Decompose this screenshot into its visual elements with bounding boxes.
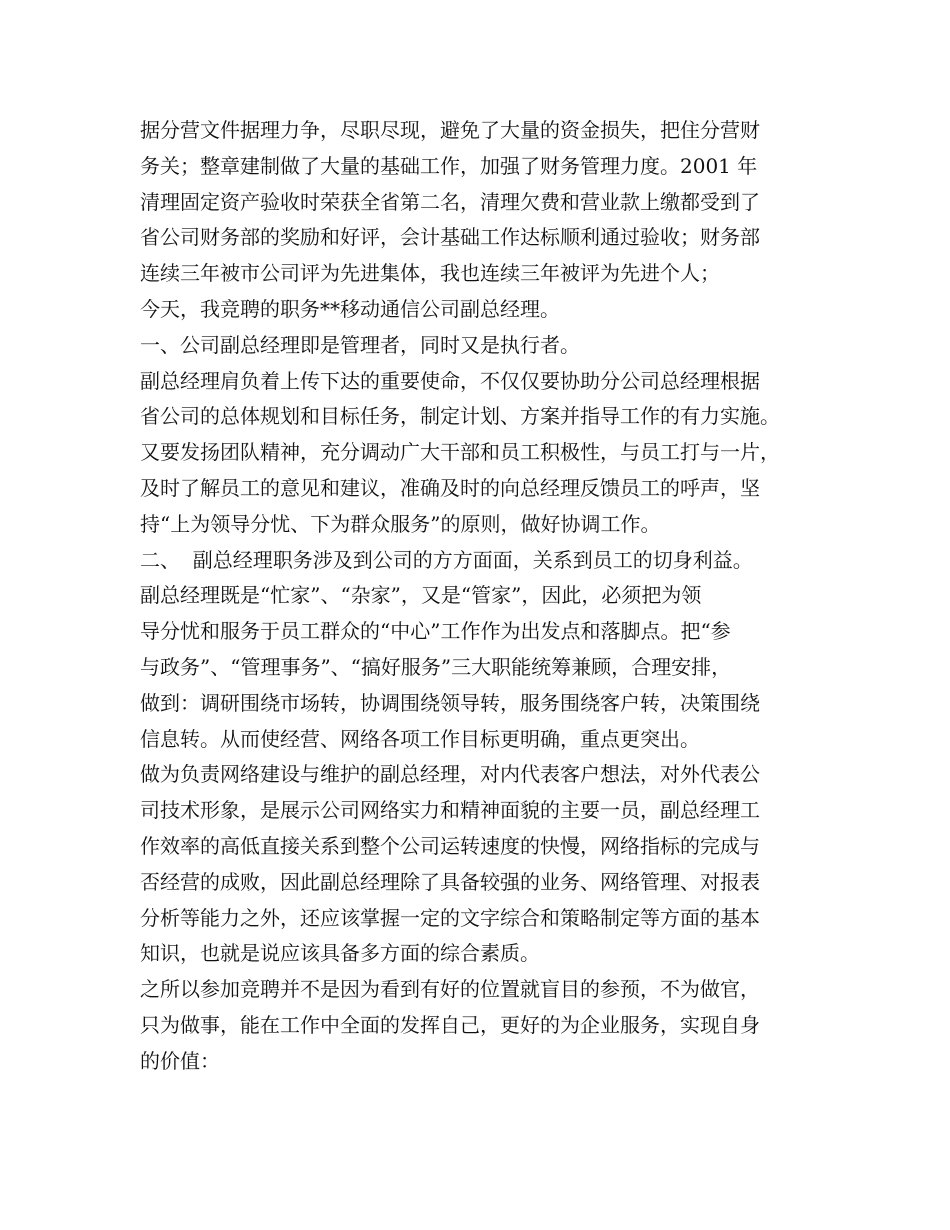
text-line: 省公司的总体规划和目标任务，制定计划、方案并指导工作的有力实施。 [140,404,780,429]
text-line: 持“上为领导分忧、下为群众服务”的原则，做好协调工作。 [140,511,661,536]
text-line: 及时了解员工的意见和建议，准确及时的向总经理反馈员工的呼声，坚 [140,475,760,500]
text-line: 省公司财务部的奖励和好评，会计基础工作达标顺利通过验收；财务部 [140,225,760,250]
text-line: 导分忧和服务于员工群众的“中心”工作作为出发点和落脚点。把“参 [140,619,731,644]
text-line: 连续三年被市公司评为先进集体，我也连续三年被评为先进个人； [140,261,720,286]
text-line: 副总经理既是“忙家”、“杂家”，又是“管家”，因此，必须把为领 [140,583,702,608]
text-line: 司技术形象，是展示公司网络实力和精神面貌的主要一员，副总经理工 [140,798,760,823]
section-heading: 二、 副总经理职务涉及到公司的方方面面，关系到员工的切身利益。 [140,547,753,572]
text-line: 又要发扬团队精神，充分调动广大干部和员工积极性，与员工打与一片， [140,440,780,465]
text-line: 做到：调研围绕市场转，协调围绕领导转，服务围绕客户转，决策围绕 [140,690,760,715]
text-line: 与政务”、“管理事务”、“搞好服务”三大职能统筹兼顾，合理安排， [140,654,732,679]
text-line: 信息转。从而使经营、网络各项工作目标更明确，重点更突出。 [140,726,700,751]
section-heading: 一、公司副总经理即是管理者，同时又是执行者。 [140,332,580,357]
text-line: 否经营的成败，因此副总经理除了具备较强的业务、网络管理、对报表 [140,869,760,894]
text-line: 知识，也就是说应该具备多方面的综合素质。 [140,941,540,966]
text-line: 做为负责网络建设与维护的副总经理，对内代表客户想法，对外代表公 [140,762,760,787]
text-line: 之所以参加竞聘并不是因为看到有好的位置就盲目的参预，不为做官， [140,977,760,1002]
text-line: 今天，我竞聘的职务**移动通信公司副总经理。 [140,296,560,321]
text-line: 作效率的高低直接关系到整个公司运转速度的快慢，网络指标的完成与 [140,833,760,858]
text-line: 的价值： [140,1048,220,1073]
text-line: 据分营文件据理力争，尽职尽现，避免了大量的资金损失，把住分营财 [140,118,760,142]
document-body [140,113,840,1080]
text-line: 务关；整章建制做了大量的基础工作，加强了财务管理力度。2001 年 [140,153,758,178]
text-line: 副总经理肩负着上传下达的重要使命，不仅仅要协助分公司总经理根据 [140,368,760,393]
text-line: 清理固定资产验收时荣获全省第二名，清理欠费和营业款上缴都受到了 [140,189,760,214]
text-line: 只为做事，能在工作中全面的发挥自己，更好的为企业服务，实现自身 [140,1012,760,1037]
text-line: 分析等能力之外，还应该掌握一定的文字综合和策略制定等方面的基本 [140,905,760,930]
